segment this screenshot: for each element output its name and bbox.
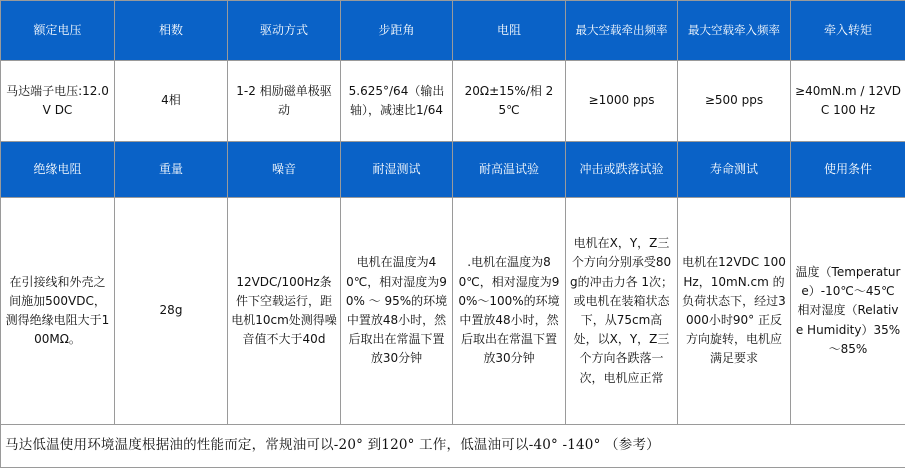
cell-pull-in-torque: ≥40mN.m / 12VDC 100 Hz	[791, 61, 905, 142]
header-pull-in-torque: 牵入转矩	[791, 1, 905, 61]
cell-insulation-resistance: 在引接线和外壳之间施加500VDC，测得绝缘电阻大于100MΩ。	[1, 198, 115, 425]
footnote: 马达低温使用环境温度根据油的性能而定，常规油可以-20° 到120° 工作，低温油可以-40° -140° （参考）	[1, 425, 905, 468]
header-resistance: 电阻	[453, 1, 566, 61]
cell-step-angle: 5.625°/64（输出轴），减速比1/64	[341, 61, 453, 142]
header-noise: 噪音	[228, 142, 341, 198]
header-weight: 重量	[115, 142, 228, 198]
header-operating-conditions: 使用条件	[791, 142, 905, 198]
cell-rated-voltage: 马达端子电压:12.0V DC	[1, 61, 115, 142]
header-life-test: 寿命测试	[678, 142, 791, 198]
header-phase-count: 相数	[115, 1, 228, 61]
cell-resistance: 20Ω±15%/相 25℃	[453, 61, 566, 142]
cell-life-test: 电机在12VDC 100 Hz，10mN.cm 的负荷状态下，经过3000小时90° 正反方向旋转，电机应满足要求	[678, 198, 791, 425]
cell-high-temp-test: .电机在温度为80℃，相对湿度为90%～100%的环境中置放48小时，然后取出在常温下置放30分钟	[453, 198, 566, 425]
header-high-temp-test: 耐高温试验	[453, 142, 566, 198]
header-row-1	[1, 1, 905, 61]
cell-weight: 28g	[115, 198, 228, 425]
cell-phase-count: 4相	[115, 61, 228, 142]
header-max-pull-in-frequency: 最大空载牵入频率	[678, 1, 791, 61]
cell-drive-mode: 1-2 相励磁单极驱动	[228, 61, 341, 142]
value-row-2	[1, 198, 905, 425]
header-drive-mode: 驱动方式	[228, 1, 341, 61]
cell-humidity-test: 电机在温度为40℃，相对湿度为90% ～ 95%的环境中置放48小时，然后取出在常温下置放30分钟	[341, 198, 453, 425]
header-humidity-test: 耐湿测试	[341, 142, 453, 198]
header-rated-voltage: 额定电压	[1, 1, 115, 61]
value-row-1	[1, 61, 905, 142]
header-row-2	[1, 142, 905, 198]
cell-max-pull-out-frequency: ≥1000 pps	[566, 61, 678, 142]
cell-shock-drop-test: 电机在X，Y，Z三个方向分别承受80g的冲击力各 1次；或电机在装箱状态下，从75cm高处，以X，Y，Z三个方向各跌落一次，电机应正常	[566, 198, 678, 425]
header-insulation-resistance: 绝缘电阻	[1, 142, 115, 198]
header-step-angle: 步距角	[341, 1, 453, 61]
footnote-row	[1, 425, 905, 468]
header-shock-drop-test: 冲击或跌落试验	[566, 142, 678, 198]
cell-operating-conditions: 温度（Temperature）-10℃～45℃ 相对湿度（Relative Humidity）35%～85%	[791, 198, 905, 425]
header-max-pull-out-frequency: 最大空载牵出频率	[566, 1, 678, 61]
cell-max-pull-in-frequency: ≥500 pps	[678, 61, 791, 142]
cell-noise: 12VDC/100Hz条件下空载运行，距电机10cm处测得噪音值不大于40d	[228, 198, 341, 425]
